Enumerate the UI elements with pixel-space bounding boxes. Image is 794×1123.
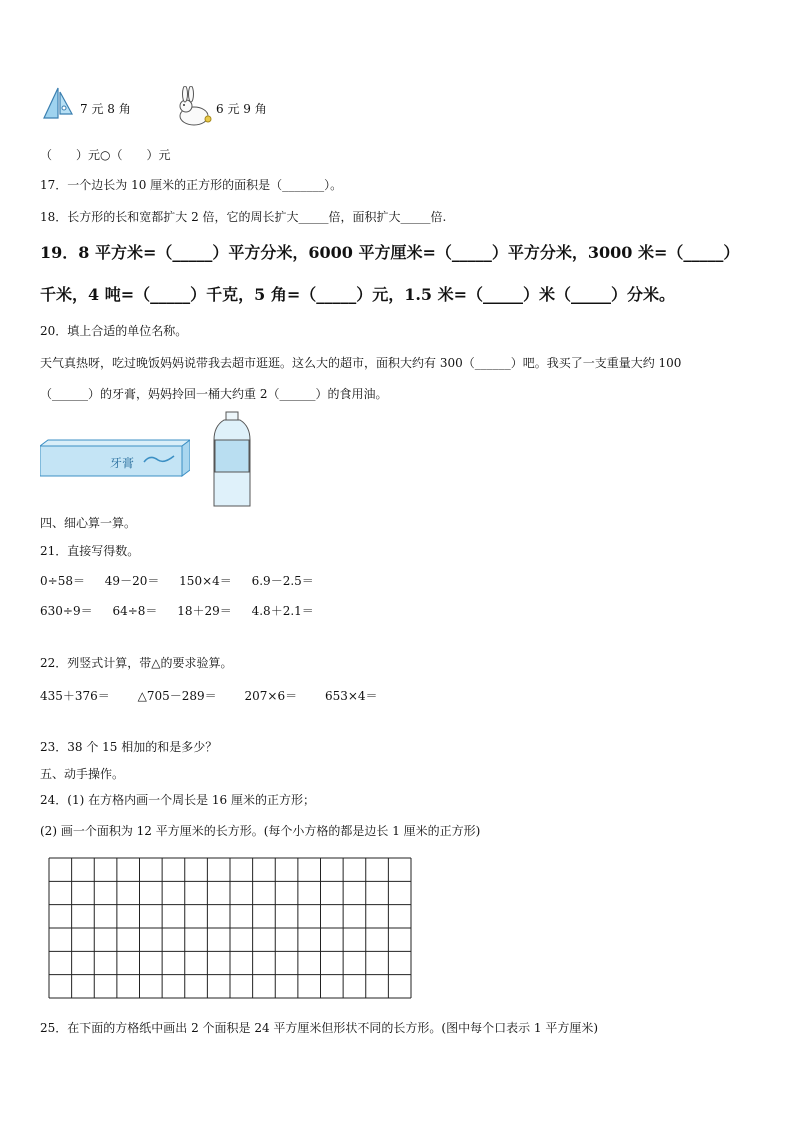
q21-expr: 6.9－2.5＝ (251, 574, 314, 588)
question-19-line-2: 千米，4 吨=（_____）千克，5 角=（_____）元，1.5 米=（_____）米（_____）分米。 (40, 285, 676, 304)
q22-expr: 653×4＝ (324, 689, 378, 703)
q21-expr: 18＋29＝ (177, 604, 232, 618)
toothpaste-label: 牙膏 (110, 456, 135, 470)
question-18: 18．长方形的长和宽都扩大 2 倍，它的周长扩大_____倍，面积扩大_____倍. (40, 210, 447, 224)
q21-row-2 (40, 603, 314, 619)
question-20-text-1: 天气真热呀，吃过晚饭妈妈说带我去超市逛逛。这么大的超市，面积大约有 300（______）吧。我买了一支重量大约 100 (40, 356, 682, 370)
q16-answer-line: （ ）元○（ ）元 (40, 148, 171, 162)
question-23: 23．38 个 15 相加的和是多少？ (40, 740, 218, 754)
q21-expr: 150×4＝ (179, 574, 232, 588)
question-19-line-1: 19．8 平方米=（_____）平方分米，6000 平方厘米=（_____）平方分米，3000 米=（_____） (40, 243, 740, 262)
question-17: 17．一个边长为 10 厘米的正方形的面积是（_______）。 (40, 178, 343, 192)
toothpaste-image (40, 438, 190, 478)
q22-expr: △705－289＝ (137, 689, 217, 703)
section-4-heading: 四、细心算一算。 (40, 516, 137, 530)
question-21-title: 21．直接写得数。 (40, 544, 140, 558)
item-price-1: 7 元 8 角 (80, 102, 131, 116)
q21-expr: 49－20＝ (104, 574, 160, 588)
rabbit-toy-icon (172, 86, 216, 128)
question-20-title: 20．填上合适的单位名称。 (40, 324, 188, 338)
q22-row (40, 688, 378, 704)
triangle-ruler-icon (40, 84, 76, 124)
item-price-2: 6 元 9 角 (216, 102, 267, 116)
section-5-heading: 五、动手操作。 (40, 767, 125, 781)
question-25: 25．在下面的方格纸中画出 2 个面积是 24 平方厘米但形状不同的长方形。(图中每个口表示 1 平方厘米) (40, 1021, 599, 1035)
q21-expr: 4.8＋2.1＝ (251, 604, 314, 618)
question-24-part-2: (2) 画一个面积为 12 平方厘米的长方形。(每个小方格的都是边长 1 厘米的正方形) (40, 824, 481, 838)
q21-row-1 (40, 573, 314, 589)
question-24-part-1: 24．(1) 在方格内画一个周长是 16 厘米的正方形； (40, 793, 315, 807)
question-20-text-2: （______）的牙膏，妈妈拎回一桶大约重 2（______）的食用油。 (40, 387, 388, 401)
q21-expr: 630÷9＝ (40, 604, 93, 618)
oil-bottle-image (212, 410, 252, 510)
square-grid[interactable] (48, 857, 412, 999)
question-22-title: 22．列竖式计算，带△的要求验算。 (40, 656, 233, 670)
q22-expr: 207×6＝ (244, 689, 298, 703)
q21-expr: 64÷8＝ (112, 604, 158, 618)
q22-expr: 435＋376＝ (40, 689, 110, 703)
q21-expr: 0÷58＝ (40, 574, 85, 588)
